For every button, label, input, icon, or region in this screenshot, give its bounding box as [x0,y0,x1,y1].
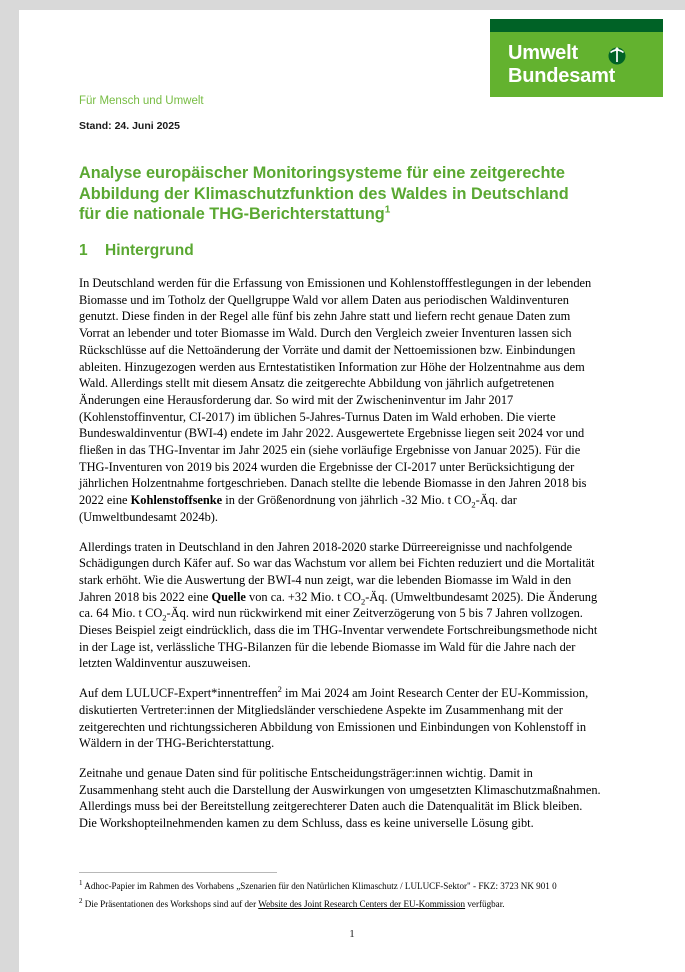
logo-top-band [490,19,663,32]
body-text [79,275,602,845]
body-paragraph: Allerdings traten in Deutschland in den Jahren 2018-2020 starke Dürreereignisse und nachfolgende Schädigungen durch Käfer auf. So war das Wachstum vor allem bei Fichten reduziert und die Mortalität stark erhöht. Wie die Auswertung der BWI-4 nun zeigt, war die lebenden Biomasse im Wald in den Jahren 2018 bis 2022 eine Quelle von ca. +32 Mio. t $CO_2-Äq$. (Umweltbundesamt 2025). Die Änderung ca. 64 Mio. t $CO_2-Äq$. wird nun rückwirkend mit einer Zeitverzögerung von 5 bis 7 Jahren vollzogen. Dieses Beispiel zeigt eindrücklich, dass die im THG-Inventar verwendete Fortschreibungsmethode nicht in der Lage ist, verlässliche THG-Bilanzen für die lebende Biomasse im Wald für die Jahre nach der letzten Waldinventur auszuweisen. [79,539,598,671]
footnote-marker: 2 [277,684,282,695]
page-number: 1 [349,928,355,940]
logo-line-2: Bundesamt [508,65,616,87]
document-date: Stand: 24. Juni 2025 [79,120,180,132]
subscript: 2 [162,612,167,623]
body-paragraph: In Deutschland werden für die Erfassung von Emissionen und Kohlenstofffestlegungen in der lebenden Biomasse und im Totholz der Quellgruppe Wald vor allem Daten aus periodischen Waldinventuren genutzt. Diese finden in der Regel alle fünf bis zehn Jahre statt und liefern recht genaue Daten zum Vorrat an lebender und toter Biomasse im Wald. Durch den Vergleich zweier Inventuren lassen sich Rückschlüsse auf die Nettoänderung der Vorräte und damit der Nettoemissionen bzw. Einbindungen ableiten. Hinzugezogen werden aus Erntestatistiken Information zur Höhe der Holzentnahme aus dem Wald. Allerdings stellt mit diesem Ansatz die zeitgerechte Abbildung von jährlich aufgetretenen Änderungen eine Herausforderung dar. So wird mit der Zwischeninventur im Jahr 2017 (Kohlenstoffinventur, CI-2017) im üblichen 5-Jahres-Turnus Daten im Wald erhoben. Die vierte Bundeswaldinventur (BWI-4) endete im Jahr 2022. Ausgewertete Ergebnisse liegen seit 2024 vor und fließen in das THG-Inventar im Jahr 2025 ein (siehe vorläufige Ergebnisse von Januar 2025). Für die THG-Inventuren von 2019 bis 2024 wurden die Ergebnisse der CI-2017 unter Berücksichtigung der jährlichen Holzentnahme fortgeschrieben. Danach stellte die lebende Biomasse in den Jahren 2018 bis 2022 eine Kohlenstoffsenke in der Größenordnung von jährlich -32 Mio. t $CO_2-Äq$. dar (Umweltbundesamt 2024b). [79,276,592,524]
body-paragraph: Zeitnahe und genaue Daten sind für politische Entscheidungsträger:innen wichtig. Damit in Zusammenhang steht auch die Darstellung der Auswirkungen von umgesetzten Klimaschutzmaßnahmen. Allerdings muss bei der Bereitstellung zeitgerechterer Daten auch die Datenqualität im Blick bleiben. Die Workshopteilnehmenden kamen zu dem Schluss, dass es keine universelle Lösung gibt. [79,765,601,831]
logo-wordmark [508,42,615,88]
body-paragraph: Auf dem LULUCF-Expert*innentreffen$^2$ im Mai 2024 am Joint Research Center der EU-Kommission, diskutierten Vertreter:innen der Mitgliedsländer verschiedene Aspekte im Zusammenhang mit der zeitgerechten und richtungssicheren Abbildung von Emissionen und Einbindungen von Kohlenstoff in Wäldern in der THG-Berichterstattung. [79,684,589,751]
footnotes [79,880,619,916]
umweltbundesamt-logo [490,19,663,97]
subscript: 2 [471,499,476,510]
section-number: 1 [79,242,88,259]
subscript: 2 [360,596,366,607]
footnote-separator [79,872,277,873]
logo-line-1: Umwelt [508,42,578,64]
document-page [19,10,685,972]
footnote-number: 2 [79,896,83,905]
footnote-item: $^1$ Adhoc-Papier im Rahmen des Vorhabens „Szenarien für den Natürlichen Klimaschutz / LULUCF-Sektor" - FKZ: 3723 NK 901 0 [79,878,557,891]
emphasis-term: Kohlenstoffsenke [130,493,223,508]
title-footnote-marker: 1 [384,204,391,216]
tagline: Für Mensch und Umwelt [79,95,204,107]
page-title: Analyse europäischer Monitoringsysteme für eine zeitgerechte Abbildung der Klimaschutzfunktion des Waldes in Deutschland für die nationale THG-Berichterstattung$^1$ [79,163,569,224]
emphasis-term: Quelle [211,589,246,604]
footnote-link[interactable]: Website des Joint Research Centers der EU-Kommission [258,899,466,909]
section-title: Hintergrund [105,242,194,259]
section-heading [79,242,194,260]
umweltbundesamt-tree-icon [607,45,627,65]
footnote-item: $^2$ Die Präsentationen des Workshops sind auf der Website des Joint Research Centers der EU-Kommission verfügbar. [79,896,505,909]
footnote-number: 1 [79,878,83,887]
